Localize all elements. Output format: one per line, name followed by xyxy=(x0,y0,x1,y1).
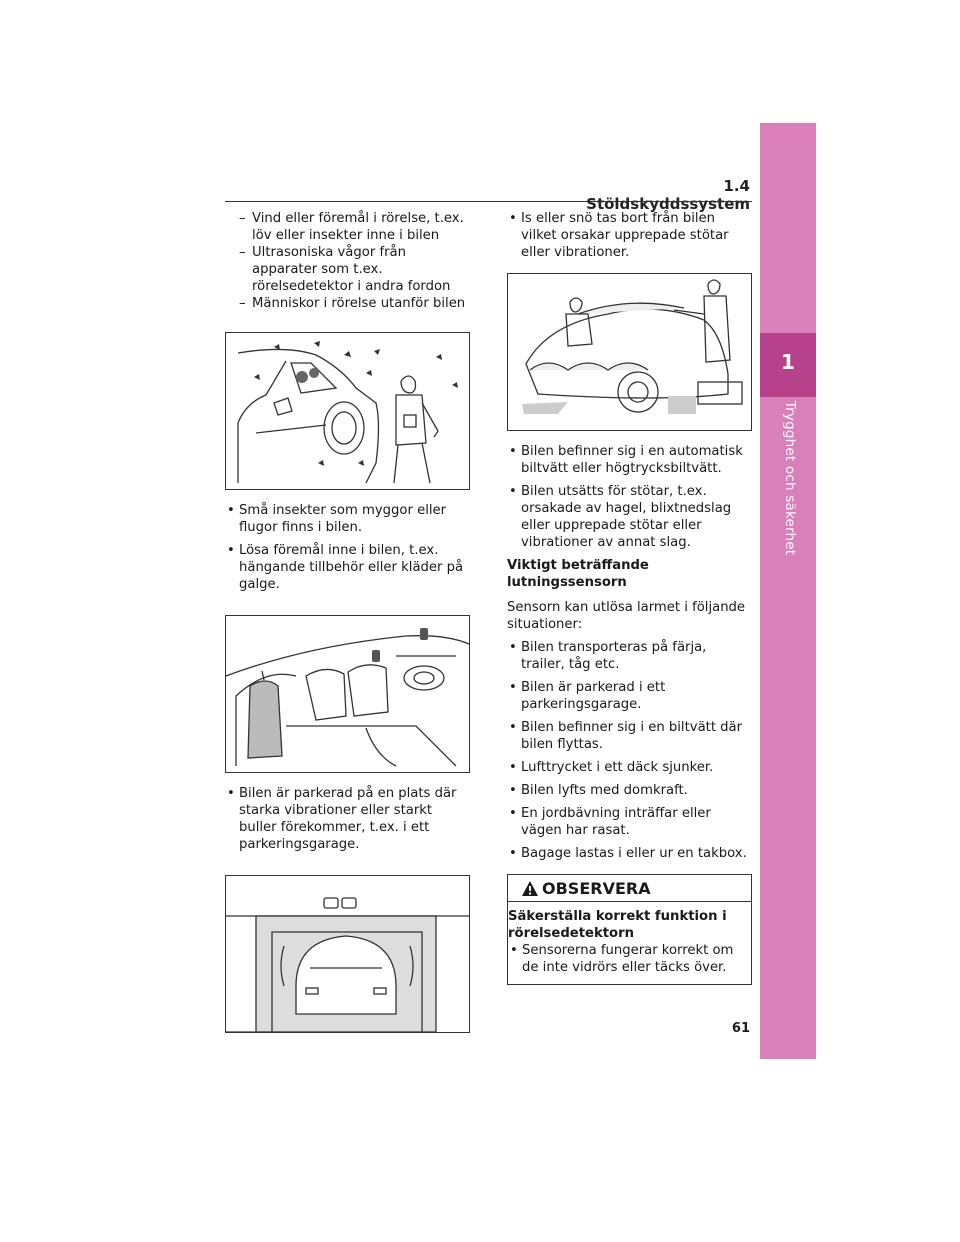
list-item: • Bilen transporteras på färja, trailer, tåg etc. xyxy=(509,640,707,672)
notice-subtitle: Säkerställa korrekt funktion i rörelsedetektorn xyxy=(508,909,727,941)
list-item: • Små insekter som myggor eller flugor finns i bilen. xyxy=(227,503,447,535)
list-item: • Lösa föremål inne i bilen, t.ex. hängande tillbehör eller kläder på galge. xyxy=(227,543,464,592)
warning-icon xyxy=(522,881,538,896)
car-illustration xyxy=(226,333,469,489)
chapter-side-tab xyxy=(760,123,816,1059)
list-item: • Bilen lyfts med domkraft. xyxy=(509,783,688,798)
dash-item: – Ultrasoniska vågor från apparater som t.ex. rörelsedetektor i andra fordon xyxy=(239,245,451,294)
figure-car-wash-tunnel xyxy=(225,875,470,1033)
notice-header xyxy=(508,875,751,902)
chapter-number: 1 xyxy=(781,350,795,374)
dash-item: – Människor i rörelse utanför bilen xyxy=(239,296,466,311)
list-item: • Bilen befinner sig i en automatisk biltvätt eller högtrycksbiltvätt. xyxy=(509,444,743,476)
snow-illustration xyxy=(508,274,751,430)
notice-title: OBSERVERA xyxy=(542,878,651,898)
list-item: • Bilen är parkerad på en plats där starka vibrationer eller starkt buller förekommer, t.ex. i ett parkeringsgarage. xyxy=(227,786,457,852)
notice-body xyxy=(508,902,751,984)
list-item: • Bilen befinner sig i en biltvätt där bilen flyttas. xyxy=(509,720,743,752)
intro-text: Sensorn kan utlösa larmet i följande situationer: xyxy=(507,600,746,632)
chapter-label: Trygghet och säkerhet xyxy=(782,400,798,556)
list-item: • Bilen är parkerad i ett parkeringsgarage. xyxy=(509,680,666,712)
list-item: • Bilen utsätts för stötar, t.ex. orsakade av hagel, blixtnedslag eller upprepade stötar eller vibrationer av annat slag. xyxy=(509,484,732,550)
dash-item: – Vind eller föremål i rörelse, t.ex. löv eller insekter inne i bilen xyxy=(239,211,464,243)
section-title: 1.4 Stöldskyddssystem xyxy=(586,177,750,213)
subheading: Viktigt beträffande lutningssensorn xyxy=(507,558,649,590)
figure-car-interior-hanging-clothes xyxy=(225,615,470,773)
figure-leaves-person-car xyxy=(225,332,470,490)
page-number: 61 xyxy=(731,1021,750,1036)
header-rule xyxy=(225,201,752,202)
figure-snow-removal xyxy=(507,273,752,431)
list-item: • En jordbävning inträffar eller vägen har rasat. xyxy=(509,806,711,838)
interior-illustration xyxy=(226,616,469,772)
right-column xyxy=(507,210,752,985)
notice-box xyxy=(507,874,752,985)
list-item: • Is eller snö tas bort från bilen vilket orsakar upprepade stötar eller vibrationer. xyxy=(509,211,729,260)
list-item: • Bagage lastas i eller ur en takbox. xyxy=(509,846,747,861)
left-column xyxy=(225,210,470,1033)
carwash-illustration xyxy=(226,876,469,1032)
notice-list-item: • Sensorerna fungerar korrekt om de inte vidrörs eller täcks över. xyxy=(510,943,734,975)
list-item: • Lufttrycket i ett däck sjunker. xyxy=(509,760,714,775)
